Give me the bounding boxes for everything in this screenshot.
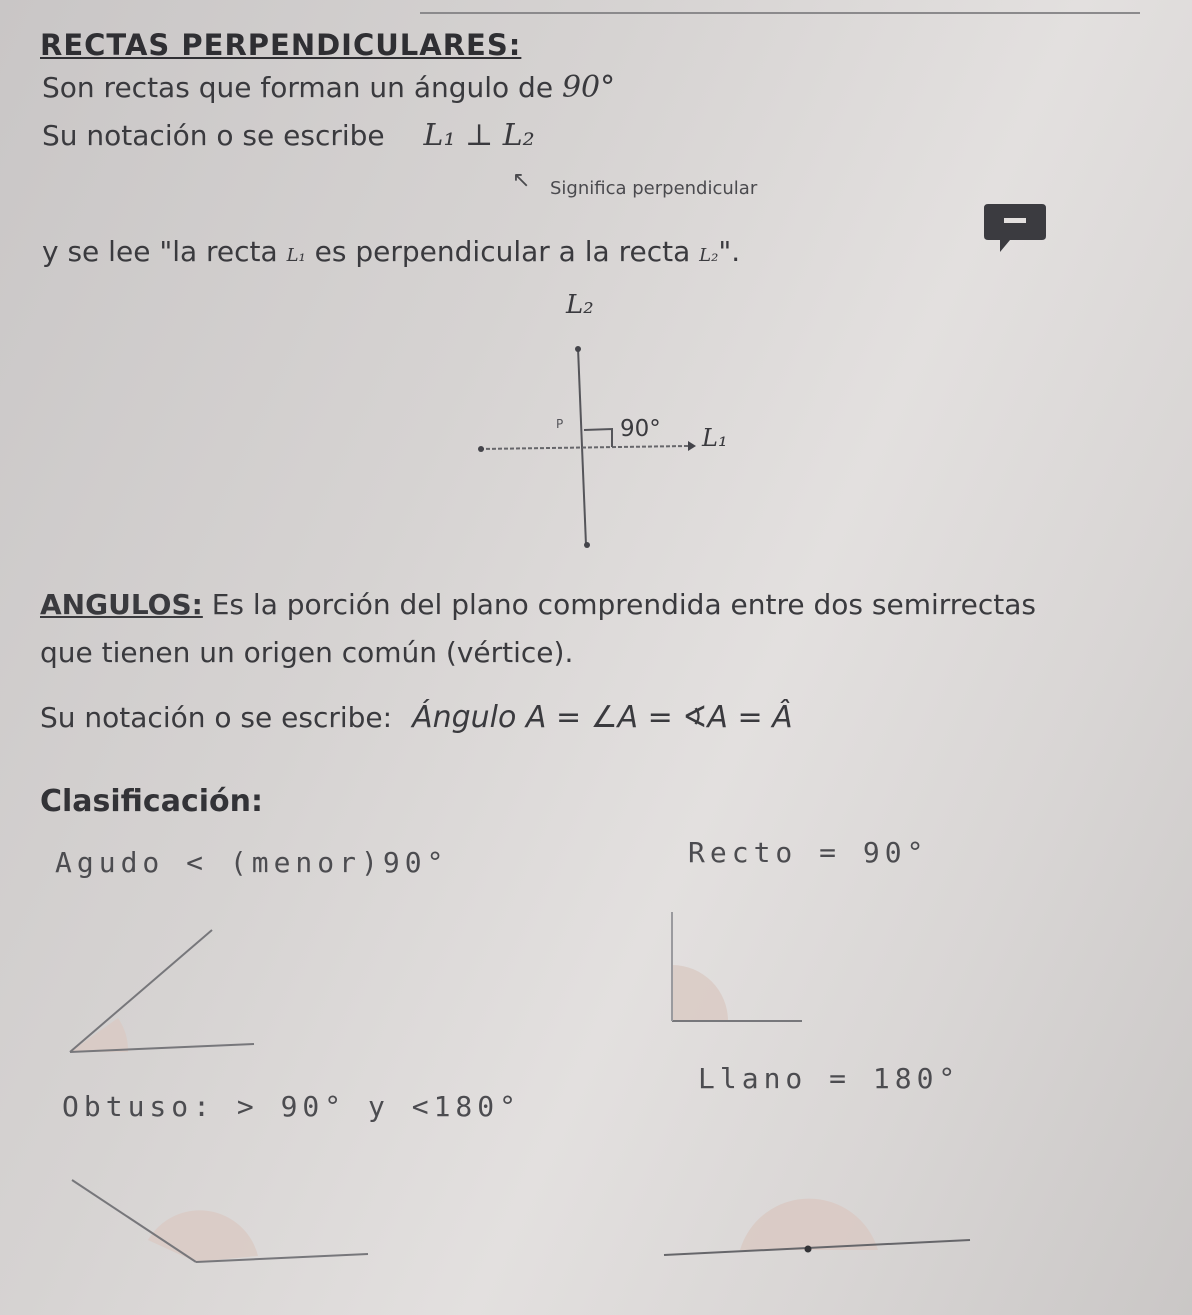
- perpendicular-definition-text: Son rectas que forman un ángulo de: [42, 71, 562, 104]
- angulos-notation-formula: Ángulo A = ∠A = ∢A = Â: [412, 700, 793, 735]
- acute-angle-figure: [70, 930, 254, 1052]
- obtuse-angle-figure: [72, 1180, 368, 1262]
- note-arrow-icon: ↖: [512, 168, 531, 193]
- llano-vertex: [805, 1246, 812, 1253]
- page-title: RECTAS PERPENDICULARES:: [40, 28, 522, 62]
- label-p: P: [556, 417, 564, 431]
- label-l2: L₂: [566, 290, 594, 320]
- perpendicular-definition-value: 90°: [561, 70, 616, 105]
- obtuso-label: Obtuso: > 90° y <180°: [62, 1090, 522, 1123]
- reading-l2: L₂: [699, 245, 719, 266]
- straight-angle-figure: [664, 1199, 970, 1255]
- reading-start: y se lee "la recta: [42, 235, 287, 268]
- clasificacion-heading: Clasificación:: [40, 784, 263, 819]
- reading-l1: L₁: [286, 245, 306, 266]
- angulos-heading: ANGULOS:: [40, 588, 203, 621]
- agudo-label: Agudo < (menor)90°: [55, 846, 449, 879]
- reading-end: ".: [718, 235, 741, 268]
- perpendicular-note: Significa perpendicular: [550, 178, 758, 199]
- angulos-definition-line2: que tienen un origen común (vértice).: [40, 636, 574, 669]
- perpendicular-notation-symbol: L₁ ⊥ L₂: [423, 118, 535, 153]
- recto-label: Recto = 90°: [688, 836, 929, 869]
- angulos-notation-text: Su notación o se escribe:: [40, 701, 393, 734]
- llano-label: Llano = 180°: [698, 1062, 961, 1095]
- right-angle-figure: [672, 912, 802, 1021]
- label-90: 90°: [620, 416, 661, 442]
- reading-mid: es perpendicular a la recta: [305, 235, 700, 268]
- angulos-definition-line1: Es la porción del plano comprendida entre dos semirrectas: [202, 588, 1037, 621]
- label-l1: L₁: [702, 424, 728, 452]
- perpendicular-notation-text: Su notación o se escribe: [42, 119, 394, 152]
